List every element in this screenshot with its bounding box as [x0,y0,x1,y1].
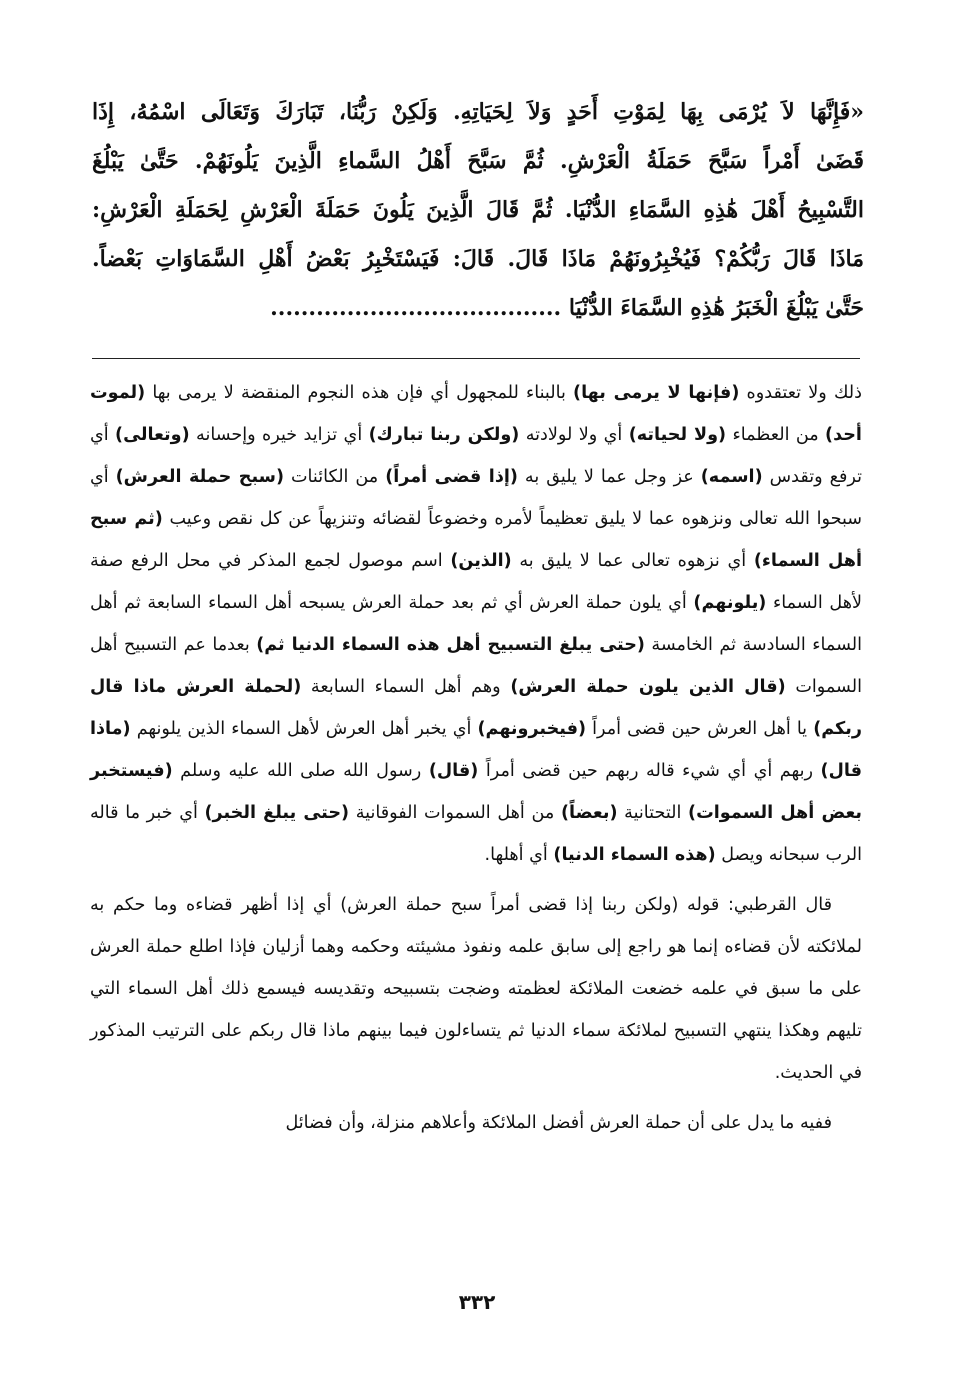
hadith-text [92,88,864,333]
hadith-line: مَاذَا قَالَ رَبُّكُمْ؟ فَيُخْبِرُونَهُمْ مَاذَا قَالَ. قَالَ: فَيَسْتَخْبِرُ بَعْضُ أَهْلِ السَّمَاوَاتِ بَعْضاً. [92,246,864,272]
hadith-dots: ...................................... [270,295,562,321]
quoted-phrase: (قال الذين يلون حملة العرش) [510,677,786,697]
quoted-phrase: (فإنها لا يرمى بها) [573,383,740,403]
commentary-segment: أي تزايد خيره وإحسانه [189,425,369,445]
commentary-segment: من العظماء [726,425,826,445]
commentary-segment: أي خبر ما قاله الرب سبحانه ويصل [90,803,862,865]
commentary-paragraph-3: ففيه ما يدل على أن حملة العرش أفضل الملائكة وأعلاهم منزلة، وأن فضائل [285,1113,832,1133]
commentary-segment: بالبناء للمجهول أي فإن هذه النجوم المنقضة لا يرمى بها [145,383,574,403]
commentary-segment: أي يخبر أهل العرش لأهل السماء الذين يلونهم [130,719,478,739]
commentary-segment: من الكائنات [284,467,386,487]
commentary-segment: التحتانية [617,803,689,823]
commentary-segment: ذلك ولا تعتقدوه [739,383,862,403]
commentary-segment: عز وجل عما لا يليق به [517,467,701,487]
commentary-segment: أي أهلها. [484,845,554,865]
quoted-phrase: (حتى يبلغ التسبيح أهل هذه السماء الدنيا ثم) [256,635,645,655]
commentary-paragraph-2: قال القرطبي: قوله (ولكن ربنا إذا قضى أمراً سبح حملة العرش) أي إذا أظهر قضاءه وما حكم به لملائكته لأن قضاءه إنما هو راجع إلى سابق علمه ونفوذ مشيئته وحكمه وهما أزليان فإذا اطلع حملة العرش على ما سبق في علمه خضعت الملائكة لعظمته وضجت بتسبيحه وتقديسه فيسمع ذلك أهل السماء التي تليهم وهكذا ينتهي التسبيح لملائكة سماء الدنيا ثم يتساءلون فيما بينهم ماذا قال ربكم على الترتيب المذكور في الحديث. [90,895,862,1083]
quoted-phrase: (إذا قضى أمراً) [385,467,518,487]
commentary-text [90,372,862,1152]
quoted-phrase: (ولكن ربنا تبارك) [368,425,520,445]
quoted-phrase: (هذه السماء الدنيا) [553,845,716,865]
commentary-paragraph-1 [90,372,862,876]
quoted-phrase: (ماذا قال) [90,719,862,781]
page-number: ٣٣٢ [458,1290,496,1314]
commentary-segment: رسول الله صلى الله عليه وسلم [172,761,429,781]
quoted-phrase: (ثم سبح أهل السماء) [90,509,862,571]
quoted-phrase: (قال) [428,761,479,781]
quoted-phrase: (لموت أحد) [90,383,862,445]
quoted-phrase: (اسمه) [700,467,763,487]
commentary-segment: وهم أهل السماء السابعة [301,677,511,697]
commentary-segment: من أهل السموات الفوقانية [349,803,561,823]
separator-rule [92,358,860,359]
hadith-line-text: حَتَّىٰ يَبْلُغَ الْخَبَرُ هَٰذِهِ السَّمَاءَ الدُّنْيَا [568,295,864,321]
quoted-phrase: (حتى يبلغ الخبر) [204,803,350,823]
quoted-phrase: (يلونهم) [693,593,767,613]
commentary-segment: أي يلون حملة العرش أي ثم بعد حملة العرش يسبحه أهل السماء السابعة ثم أهل السماء السادسة ثم الخامسة [90,593,863,655]
hadith-line: «فَإِنَّهَا لاَ يُرْمَى بِهَا لِمَوْتِ أَحَدٍ وَلاَ لِحَيَاتِهِ. وَلَكِنْ رَبُّنَا، تَبَارَكَ وَتَعَالَى اسْمُهُ، إِذَا [92,99,864,125]
hadith-line: التَّسْبِيحُ أَهْلَ هَٰذِهِ السَّمَاءِ الدُّنْيَا. ثُمَّ قَالَ الَّذِينَ يَلُونَ حَمَلَةَ الْعَرْشِ لِحَمَلَةِ الْعَرْشِ: [92,197,864,223]
quoted-phrase: (بعضاً) [560,803,618,823]
commentary-segment: اسم موصول لجمع المذكر في محل الرفع صفة لأهل السماء [90,551,863,613]
quoted-phrase: (فيخبرونهم) [477,719,587,739]
commentary-segment: ربهم أي أي شيء قاله ربهم حين قضى أمراً [478,761,821,781]
hadith-line-last [92,284,864,333]
commentary-segment: بعدما عم التسبيح أهل السموات [90,635,863,697]
commentary-segment: يا أهل العرش حين قضى أمراً [586,719,814,739]
quoted-phrase: (وتعالى) [115,425,190,445]
commentary-segment: أي نزهوه تعالى عما لا يليق به [511,551,754,571]
quoted-phrase: (الذين) [450,551,512,571]
commentary-segment: أي ولا لولادته [519,425,629,445]
quoted-phrase: (لحملة العرش ماذا قال ربكم) [90,677,862,739]
quoted-phrase: (سبح حملة العرش) [115,467,285,487]
commentary-segment: أي سبحوا الله تعالى ونزهوه عما لا يليق تعظيماً لأمره وخضوعاً لقضائه وتنزيهاً عن كل نقص وعيب [90,467,862,529]
hadith-line: قَضَىٰ أَمْراً سَبَّحَ حَمَلَةُ الْعَرْشِ. ثُمَّ سَبَّحَ أَهْلُ السَّماءِ الَّذِينَ يَلُونَهُمْ. حَتَّىٰ يَبْلُغَ [92,148,864,174]
quoted-phrase: (فيستخبر بعض أهل السموات) [90,761,862,823]
commentary-segment: أي ترفع وتقدس [90,425,862,487]
quoted-phrase: (ولا لحياته) [628,425,727,445]
